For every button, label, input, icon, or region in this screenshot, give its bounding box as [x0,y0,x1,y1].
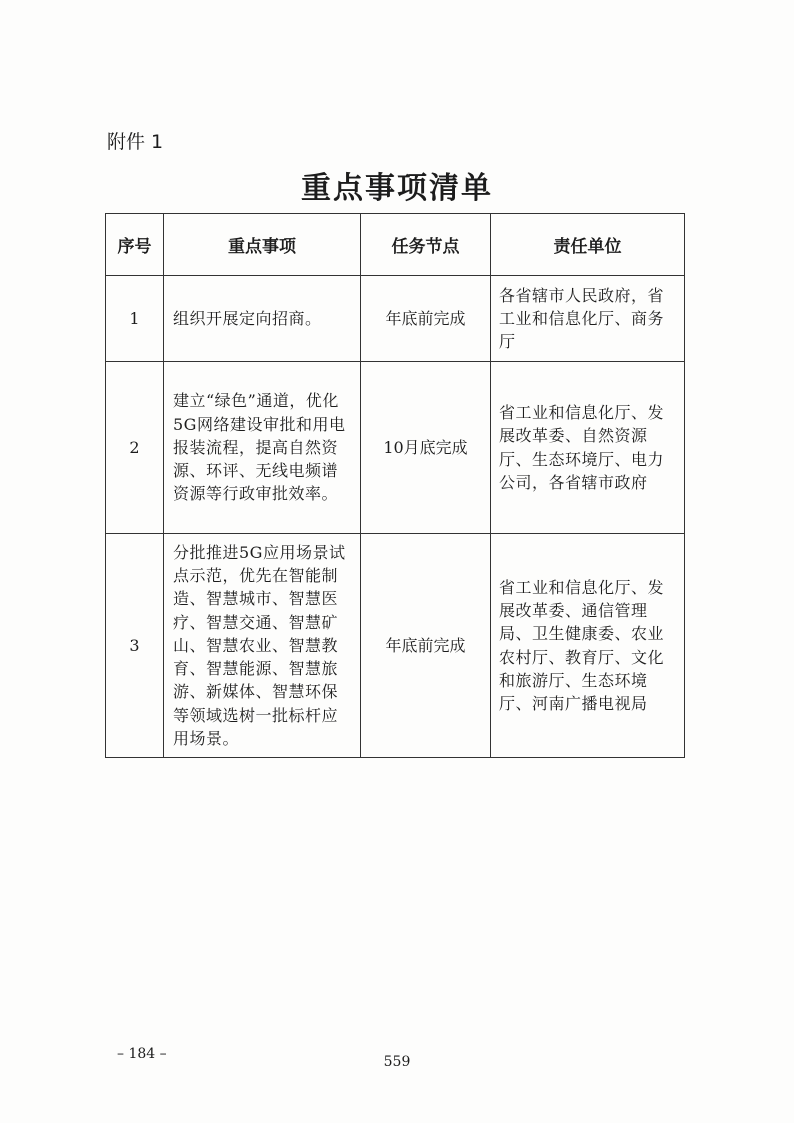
row-number: 2 [106,362,164,534]
header-key-item: 重点事项 [164,214,361,276]
header-number: 序号 [106,214,164,276]
row-number: 1 [106,276,164,362]
key-items-table [105,213,685,758]
row-key-item: 组织开展定向招商。 [164,276,361,362]
row-task-node: 年底前完成 [361,276,491,362]
row-responsible-unit: 省工业和信息化厅、发展改革委、通信管理局、卫生健康委、农业农村厅、教育厅、文化和旅游厅、生态环境厅、河南广播电视局 [491,534,685,758]
row-responsible-unit: 各省辖市人民政府，省工业和信息化厅、商务厅 [491,276,685,362]
row-number: 3 [106,534,164,758]
row-key-item: 建立“绿色”通道，优化5G网络建设审批和用电报装流程，提高自然资源、环评、无线电频谱资源等行政审批效率。 [164,362,361,534]
attachment-label: 附件 1 [107,131,164,153]
row-task-node: 10月底完成 [361,362,491,534]
page-number-left: – 184 – [117,1046,167,1062]
table-header-row [106,214,685,276]
table-row [106,276,685,362]
row-responsible-unit: 省工业和信息化厅、发展改革委、自然资源厅、生态环境厅、电力公司，各省辖市政府 [491,362,685,534]
header-task-node: 任务节点 [361,214,491,276]
row-key-item: 分批推进5G应用场景试点示范，优先在智能制造、智慧城市、智慧医疗、智慧交通、智慧矿山、智慧农业、智慧教育、智慧能源、智慧旅游、新媒体、智慧环保等领域选树一批标杆应用场景。 [164,534,361,758]
header-responsible-unit: 责任单位 [491,214,685,276]
page-title: 重点事项清单 [301,171,493,206]
table-row [106,534,685,758]
page-number-center: 559 [383,1054,411,1070]
table-row [106,362,685,534]
row-task-node: 年底前完成 [361,534,491,758]
